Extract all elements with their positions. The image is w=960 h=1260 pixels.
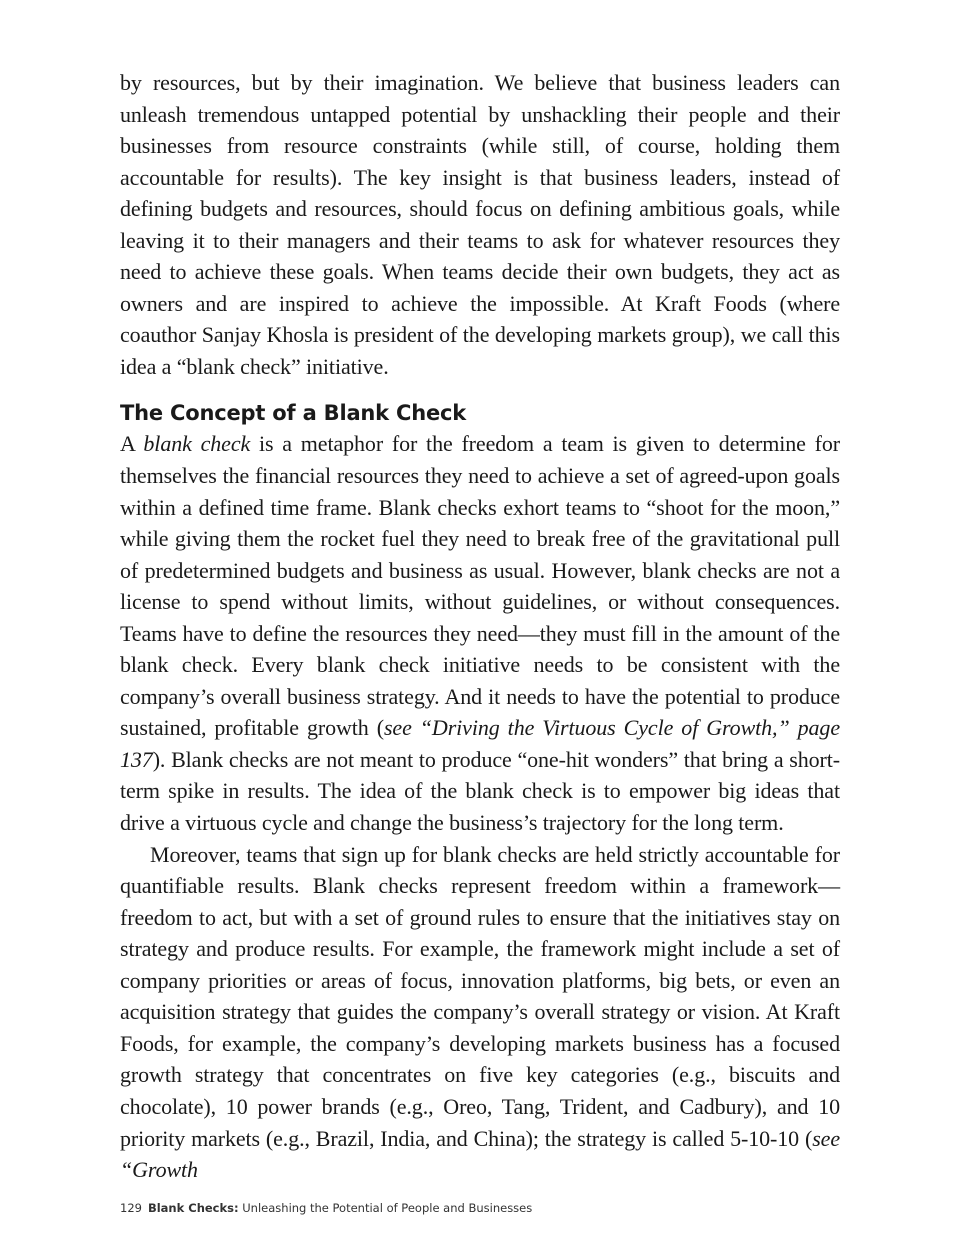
book-title-bold: Blank Checks:: [147, 1201, 239, 1215]
paragraph-1: [120, 67, 840, 382]
section-heading: The Concept of a Blank Check: [120, 401, 467, 426]
paragraph-3: [120, 839, 840, 1186]
paragraph-1-text: by resources, but by their imagination. We believe that business leaders can unleash tremendous untapped potential by unshackling their people and their businesses from resource constraints (while still, of course, holding them accountable for results). The key insight is that business leaders, instead of defining budgets and resources, should focus on defining ambitious goals, while leaving it to their managers and their teams to ask for whatever resources they need to achieve these goals. When teams decide their own budgets, they act as owners and are inspired to achieve the impossible. At Kraft Foods (where coauthor Sanjay Khosla is president of the developing markets group), we call this idea a “blank check” initiative.: [120, 70, 840, 379]
paragraph-3-text: Moreover, teams that sign up for blank checks are held strictly accountable for quantifiable results. Blank checks represent freedom within a framework—freedom to act, but with a set of ground rules to ensure that the initiatives stay on strategy and produce results. For example, the framework might include a set of company priorities or areas of focus, innovation platforms, big bets, or even an acquisition strategy that guides the company’s overall strategy or vision. At Kraft Foods, for example, the company’s developing markets business has a focused growth strategy that concentrates on five key categories (e.g., biscuits and chocolate), 10 power brands (e.g., Oreo, Tang, Trident, and Cadbury), and 10 priority markets (e.g., Brazil, India, and China); the strategy is called 5-10-10 (: [120, 841, 840, 1151]
paragraph-2: [120, 428, 840, 838]
paragraph-2-text-b: ). Blank checks are not meant to produce “one-hit wonders” that bring a short-term spike in results. The idea of the blank check is to empower big ideas that drive a virtuous cycle and change the business’s trajectory for the long term.: [120, 746, 840, 836]
paragraph-2-text-a: is a metaphor for the freedom a team is given to determine for themselves the financial resources they need to achieve a set of agreed-upon goals within a defined time frame. Blank checks exhort teams to “shoot for the moon,” while giving them the rocket fuel they need to break free of the gravitational pull of predetermined budgets and business as usual. However, blank checks are not a license to spend without limits, without guidelines, or without consequences. Teams have to define the resources they need—they must fill in the amount of the blank check. Every blank check initiative needs to be consistent with the company’s overall business strategy. And it needs to have the potential to produce sustained, profitable growth (: [120, 431, 840, 741]
page-footer: [120, 1200, 532, 1216]
paragraph-3-cross-reference: see “Growth: [120, 1125, 840, 1183]
book-title-rest: Unleashing the Potential of People and Businesses: [238, 1201, 533, 1215]
paragraph-2-cross-reference: see “Driving the Virtuous Cycle of Growth,” page 137: [120, 715, 840, 772]
paragraph-2-lead: A: [120, 431, 144, 457]
page-number: 129: [120, 1201, 142, 1215]
paragraph-2-term: blank check: [143, 431, 251, 457]
page-content: [120, 67, 840, 1186]
